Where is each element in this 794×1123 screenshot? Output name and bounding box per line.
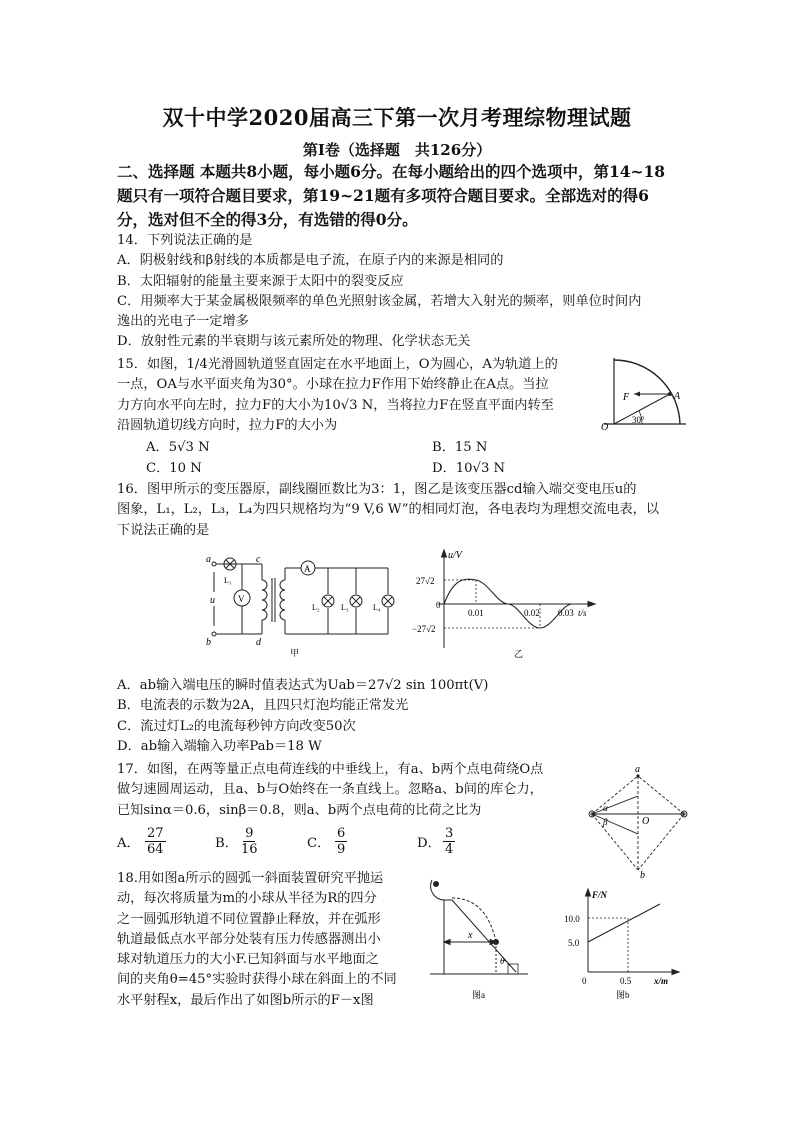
fig15-angle-label: 30° — [632, 415, 645, 425]
fig15-label-O: O — [601, 422, 609, 432]
question-17 — [117, 760, 587, 821]
fig18b-tick-05: 0.5 — [620, 976, 632, 986]
q16-option-a: A．ab输入端电压的瞬时值表达式为Uab＝27√2 sin 100πt(V) — [117, 678, 489, 693]
q16-line-3: 下说法正确的是 — [117, 522, 210, 538]
q18-line-2: 动，每次将质量为m的小球从半径为R的四分 — [117, 891, 377, 907]
q18-force-graph-figure — [564, 886, 684, 1002]
q16-option-c: C．流过灯L₂的电流每秒钟方向改变50次 — [117, 718, 356, 734]
q15-line-3c: N，当将拉力F在竖直平面内转至 — [357, 397, 554, 413]
q14-stem: 14．下列说法正确的是 — [117, 233, 253, 248]
q17-line-2: 做匀速圆周运动，且a、b与O始终在一条直线上。忽略a、b间的库仑力， — [117, 782, 543, 798]
q18-line-5: 球对轨道压力的大小F.已知斜面与水平地面之 — [117, 952, 379, 968]
fig16-label-L3: L₃ — [341, 603, 349, 612]
fig16-ammeter-label: A — [304, 564, 311, 574]
fig16-voltmeter-label: V — [238, 594, 245, 604]
fig16b-caption-yi: 乙 — [514, 649, 524, 659]
q15-line-1: 15．如图，1/4光滑圆轨道竖直固定在水平地面上，O为圆心，A为轨道上的 — [117, 357, 558, 372]
q17-line-3: 已知sinα＝0.6，sinβ＝0.8，则a、b两个点电荷的比荷之比为 — [117, 802, 482, 818]
page-title: 双十中学2020届高三下第一次月考理综物理试题 — [162, 105, 632, 130]
q15-sqrt3: √3 — [340, 397, 358, 413]
q14-option-d: D．放射性元素的半衰期与该元素所处的物理、化学状态无关 — [117, 334, 471, 350]
q18-line-1: 18.用如图a所示的圆弧一斜面装置研究平抛运 — [117, 871, 384, 886]
question-15 — [117, 355, 597, 436]
fig16b-ylabel: u/V — [448, 550, 462, 561]
fig16-label-c: c — [256, 554, 261, 565]
q15-circle-track-figure — [596, 356, 692, 432]
q17-option-a-fraction: $\frac{27}{64}$ — [147, 826, 164, 857]
fig16b-xlabel: t/s — [578, 608, 587, 618]
fig16-label-L2: L₂ — [312, 603, 320, 612]
q17-charges-figure — [586, 762, 690, 878]
fig17-label-b: b — [640, 870, 645, 878]
fig16-label-a: a — [206, 554, 211, 565]
q14-option-b: B．太阳辐射的能量主要来源于太阳中的裂变反应 — [117, 273, 404, 289]
instruction-line-1: 二、选择题 本题共8小题，每小题6分。在每小题给出的四个选项中，第14~18 — [117, 162, 666, 181]
q18-arc-incline-figure — [424, 874, 534, 1002]
q15-line-3 — [117, 396, 597, 416]
q16-option-d: D．ab输入端输入功率Pab＝18 W — [117, 738, 322, 754]
fig16-label-L4: L₄ — [373, 603, 381, 612]
q15-option-c: C．10 N — [146, 461, 202, 476]
fig17-label-beta: β — [603, 817, 608, 827]
q17-option-b-label: B． — [215, 836, 238, 851]
fig18a-caption: 图a — [472, 990, 485, 1000]
q17-option-a-label: A． — [117, 836, 140, 851]
q18-line-3: 之一圆弧形轨道不同位置静止释放，并在弧形 — [117, 911, 381, 927]
q17-option-d-fraction: $\frac{3}{4}$ — [445, 826, 454, 857]
part-subtitle: 第Ⅰ卷（选择题 共126分） — [302, 141, 492, 159]
fig17-label-O: O — [642, 816, 650, 827]
q15-options — [146, 438, 666, 479]
fig15-label-A: A — [674, 391, 681, 402]
fig18a-label-x: x — [468, 930, 473, 941]
instruction-line-2: 题只有一项符合题目要求，第19~21题有多项符合题目要求。全部选对的得6 — [117, 186, 649, 205]
fig15-label-F: F — [623, 392, 630, 403]
q17-option-b-fraction: $\frac{9}{16}$ — [241, 826, 258, 857]
fig18b-tick-10: 10.0 — [564, 914, 580, 924]
fig16-label-d: d — [256, 637, 261, 648]
q15-line-3a: 力方向水平向左时，拉力F的大小为10 — [117, 397, 341, 413]
fig16b-ymax: 27√2 — [416, 576, 435, 586]
q15-option-a: A．5√3 N — [146, 440, 210, 455]
q15-line-2: 一点，OA与水平面夹角为30°。小球在拉力F作用下始终静止在A点。当拉 — [117, 377, 549, 393]
fig16b-tick-002: 0.02 — [524, 608, 540, 618]
fig18b-origin: 0 — [582, 976, 587, 986]
instruction-line-3: 分，选对但不全的得3分，有选错的得0分。 — [117, 210, 418, 229]
q15-option-d: D．10√3 N — [432, 461, 506, 476]
q16-line-1: 16．图甲所示的变压器原，副线圈匝数比为3：1，图乙是该变压器cd输入端交变电压u的 — [117, 482, 637, 497]
fig16-caption-jia: 甲 — [290, 648, 300, 658]
q16-transformer-circuit-figure — [204, 552, 404, 660]
fig17-label-alpha: α — [603, 803, 608, 813]
q16-line-2: 图象，L₁，L₂，L₃，L₄为四只规格均为“9 V,6 W”的相同灯泡，各电表均为理想交流电表，以 — [117, 502, 660, 518]
fig16b-tick-003: 0.03 — [558, 608, 574, 618]
fig18b-ylabel: F/N — [592, 890, 608, 900]
fig18b-caption: 图b — [616, 990, 630, 1000]
q16-options — [117, 676, 687, 757]
q15-line-4: 沿圆轨道切线方向时，拉力F的大小为 — [117, 417, 338, 433]
fig16b-tick-001: 0.01 — [468, 608, 484, 618]
fig18b-tick-5: 5.0 — [568, 938, 580, 948]
fig16-label-u: u — [210, 595, 215, 606]
q14-option-a: A．阴极射线和β射线的本质都是电子流，在原子内的来源是相同的 — [117, 253, 504, 269]
fig16b-ymin: −27√2 — [412, 624, 436, 634]
fig16-label-b: b — [206, 637, 211, 648]
q17-option-d-label: D． — [417, 836, 441, 851]
q16-voltage-graph-figure — [412, 548, 602, 660]
q14-option-c: C．用频率大于某金属极限频率的单色光照射该金属，若增大入射光的频率，则单位时间内 — [117, 293, 642, 309]
fig16-label-L1: L₁ — [224, 576, 232, 585]
section-instructions — [117, 160, 677, 232]
q17-option-c-fraction: $\frac{6}{9}$ — [337, 826, 346, 857]
q18-line-6: 间的夹角θ=45°实验时获得小球在斜面上的不同 — [117, 972, 397, 988]
q18-line-4: 轨道最低点水平部分处装有压力传感器测出小 — [117, 931, 381, 947]
question-14 — [117, 231, 687, 353]
q16-option-b: B．电流表的示数为2A，且四只灯泡均能正常发光 — [117, 698, 409, 714]
q14-option-c-cont: 逸出的光电子一定增多 — [117, 314, 249, 330]
q17-line-1: 17．如图，在两等量正点电荷连线的中垂线上，有a、b两个点电荷绕O点 — [117, 762, 544, 777]
fig17-label-a: a — [635, 764, 640, 775]
fig18b-xlabel: x/m — [654, 976, 669, 986]
fig16b-origin: 0 — [436, 600, 441, 610]
q18-line-7: 水平射程x，最后作出了如图b所示的F－x图 — [117, 992, 374, 1008]
q17-option-c-label: C． — [307, 836, 331, 851]
q17-options — [117, 824, 457, 864]
fig18a-label-theta: θ — [500, 956, 505, 966]
question-18 — [117, 869, 427, 1011]
question-16 — [117, 480, 687, 541]
q15-option-b: B．15 N — [432, 440, 488, 455]
